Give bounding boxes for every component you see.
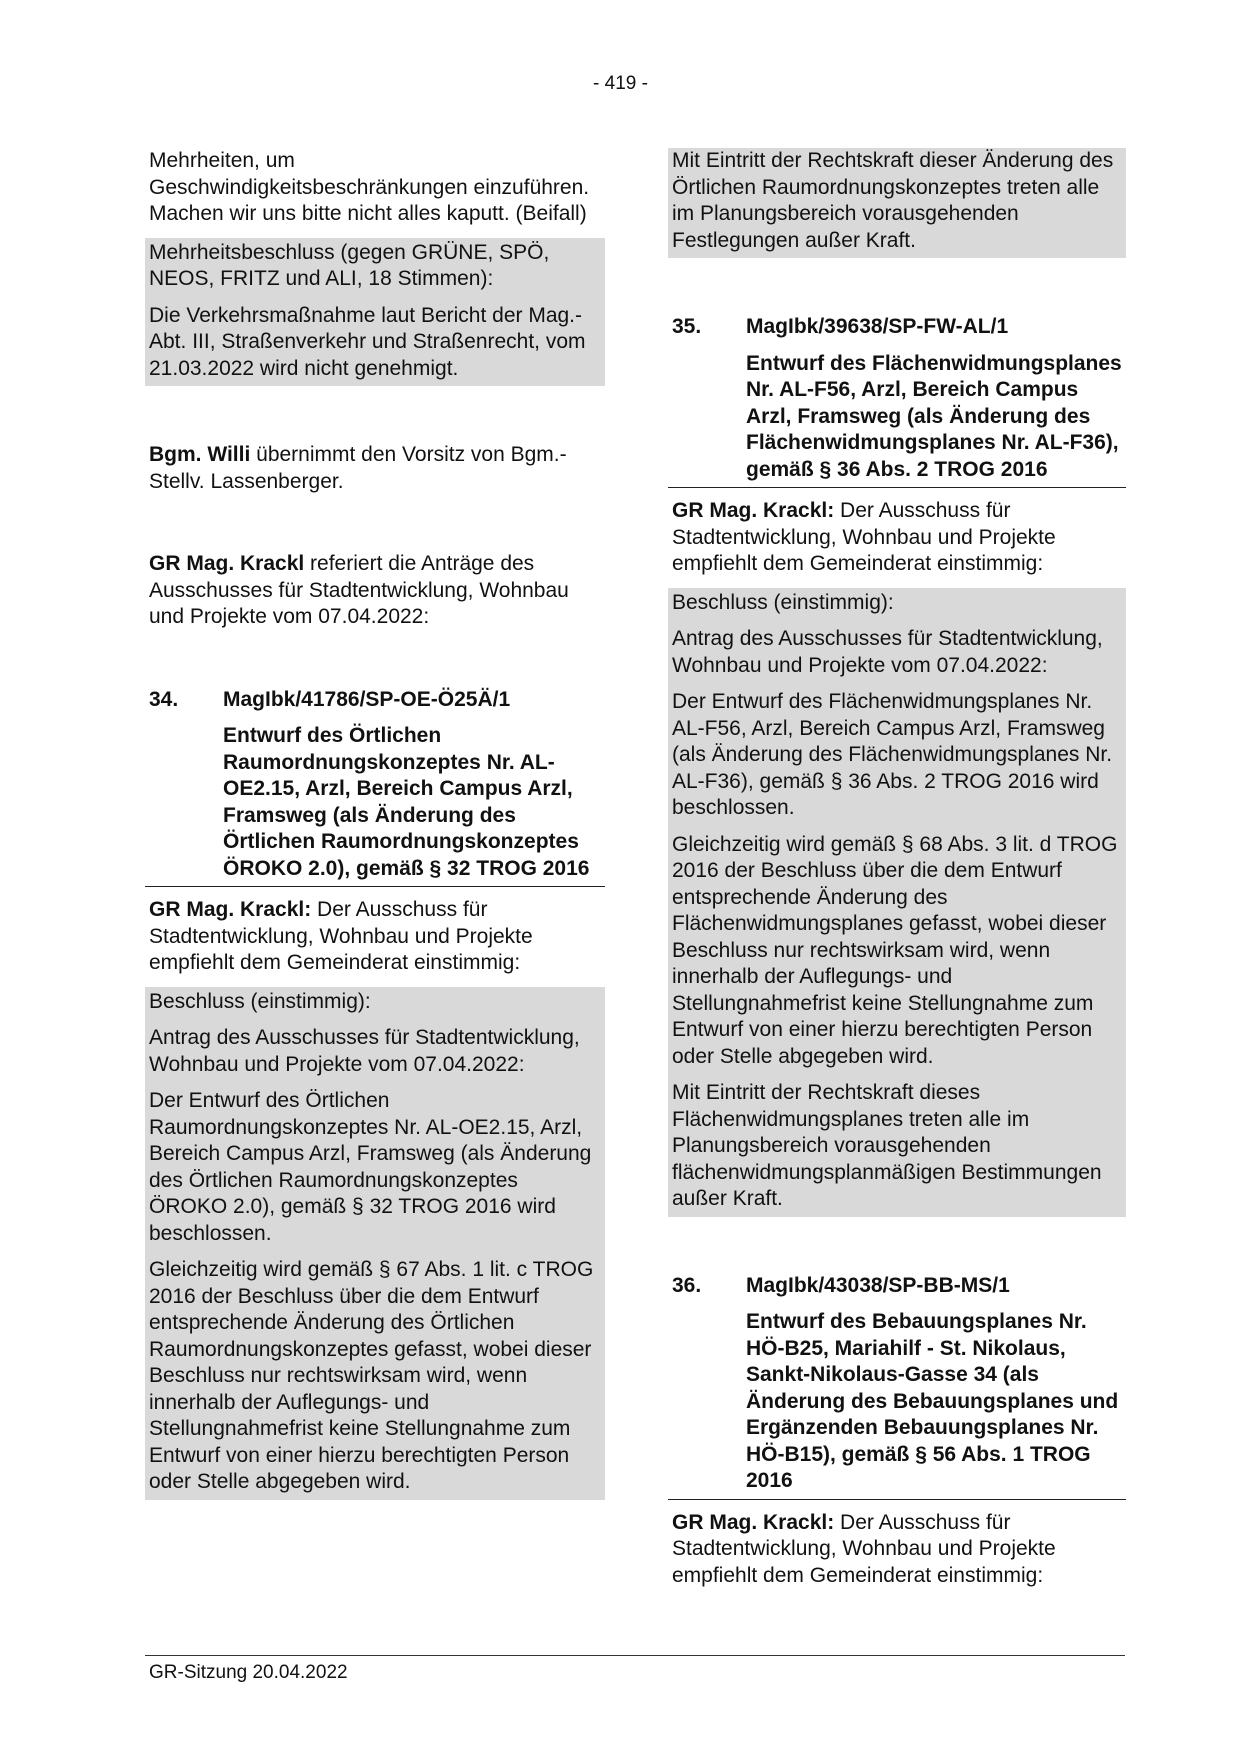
item-36-speaker-text: Der Ausschuss für Stadtentwicklung, Wohnbau und Projekte empfiehlt dem Gemeinderat einstimmig: <box>672 1510 1056 1587</box>
rapporteur-text: referiert die Anträge des Ausschusses für Stadtentwicklung, Wohnbau und Projekte vom 07.04.2022: <box>149 552 569 628</box>
item-34-decision-block <box>145 987 605 1500</box>
item-36-speaker-paragraph <box>668 1510 1126 1590</box>
item-35-effect: Mit Eintritt der Rechtskraft dieses Flächenwidmungsplanes treten alle im Planungsbereich vorausgehenden flächenwidmungsplanmäßigen Bestimmungen außer Kraft. <box>672 1081 1102 1210</box>
item-36-number: 36. <box>672 1273 702 1297</box>
item-35-simultaneous: Gleichzeitig wird gemäß § 68 Abs. 3 lit. d TROG 2016 der Beschluss über die dem Entwurf entsprechende Änderung des Flächenwidmungsplanes gefasst, wobei dieser Beschluss nur rechtswirksam wird, wenn innerhalb der Auflegungs- und Stellungnahmefrist keine Stellungnahme zum Entwurf von einer hierzu berechtigten Person oder Stelle abgegeben wird. <box>672 832 1118 1068</box>
item-34-speaker-text: Der Ausschuss für Stadtentwicklung, Wohnbau und Projekte empfiehlt dem Gemeinderat einstimmig: <box>149 898 533 974</box>
item-35-decision-text: Der Entwurf des Flächenwidmungsplanes Nr. AL-F56, Arzl, Bereich Campus Arzl, Framsweg (als Änderung des Flächenwidmungsplanes Nr. AL-F36), gemäß § 36 Abs. 2 TROG 2016 wird beschlossen. <box>672 690 1113 819</box>
resolution-block <box>145 238 605 387</box>
carryover-text: Mit Eintritt der Rechtskraft dieser Änderung des Örtlichen Raumordnungskonzeptes treten alle im Planungsbereich vorausgehenden Festlegungen außer Kraft. <box>672 149 1114 252</box>
item-35-heading <box>668 314 1126 341</box>
item-35-speaker-text: Der Ausschuss für Stadtentwicklung, Wohnbau und Projekte empfiehlt dem Gemeinderat einstimmig: <box>672 499 1056 575</box>
item-36-speaker: GR Mag. Krackl: <box>672 1510 835 1534</box>
chair-name: Bgm. Willi <box>149 443 251 466</box>
footer-text: GR-Sitzung 20.04.2022 <box>149 1662 348 1683</box>
item-35-motion: Antrag des Ausschusses für Stadtentwicklung, Wohnbau und Projekte vom 07.04.2022: <box>672 627 1103 677</box>
carryover-block <box>668 148 1126 258</box>
chair-text: übernimmt den Vorsitz von Bgm.-Stellv. Lassenberger. <box>149 443 567 493</box>
item-35-decision-label: Beschluss (einstimmig): <box>672 590 894 614</box>
right-column <box>668 148 1126 1589</box>
rapporteur-name: GR Mag. Krackl <box>149 552 305 575</box>
item-36-heading <box>668 1273 1126 1300</box>
chair-paragraph <box>145 442 605 495</box>
page-number: - 419 - <box>593 73 648 94</box>
item-34-title: Entwurf des Örtlichen Raumordnungskonzeptes Nr. AL-OE2.15, Arzl, Bereich Campus Arzl, Framsweg (als Änderung des Örtlichen Raumordnungskonzeptes ÖROKO 2.0), gemäß § 32 TROG 2016 <box>145 723 605 887</box>
item-34-ref: MagIbk/41786/SP-OE-Ö25Ä/1 <box>223 687 511 711</box>
item-34-heading <box>145 687 605 714</box>
item-34-decision-label: Beschluss (einstimmig): <box>149 989 371 1013</box>
item-36-title: Entwurf des Bebauungsplanes Nr. HÖ-B25, Mariahilf - St. Nikolaus, Sankt-Nikolaus-Gasse 34 (als Änderung des Bebauungsplanes und Ergänzenden Bebauungsplanes Nr. HÖ-B15), gemäß § 56 Abs. 1 TROG 2016 <box>668 1309 1126 1500</box>
item-34-motion: Antrag des Ausschusses für Stadtentwicklung, Wohnbau und Projekte vom 07.04.2022: <box>149 1026 580 1076</box>
item-35-title: Entwurf des Flächenwidmungsplanes Nr. AL-F56, Arzl, Bereich Campus Arzl, Framsweg (als Änderung des Flächenwidmungsplanes Nr. AL-F36), gemäß § 36 Abs. 2 TROG 2016 <box>668 351 1126 489</box>
item-35-number: 35. <box>672 315 702 338</box>
resolution-text: Die Verkehrsmaßnahme laut Bericht der Mag.-Abt. III, Straßenverkehr und Straßenrecht, vom 21.03.2022 wird nicht genehmigt. <box>149 303 586 380</box>
intro-paragraph: Mehrheiten, um Geschwindigkeitsbeschränkungen einzuführen. Machen wir uns bitte nicht alles kaputt. (Beifall) <box>149 149 590 225</box>
item-34-speaker-paragraph <box>145 897 605 977</box>
item-34-decision-text: Der Entwurf des Örtlichen Raumordnungskonzeptes Nr. AL-OE2.15, Arzl, Bereich Campus Arzl, Framsweg (als Änderung des Örtlichen Raumordnungskonzeptes ÖROKO 2.0), gemäß § 32 TROG 2016 wird beschlossen. <box>149 1089 592 1245</box>
rapporteur-paragraph <box>145 551 605 631</box>
left-column <box>145 148 605 1500</box>
item-36-ref: MagIbk/43038/SP-BB-MS/1 <box>746 1273 1010 1297</box>
item-35-ref: MagIbk/39638/SP-FW-AL/1 <box>746 315 1009 338</box>
item-35-speaker: GR Mag. Krackl: <box>672 499 835 522</box>
item-34-number: 34. <box>149 687 179 711</box>
item-34-speaker: GR Mag. Krackl: <box>149 898 312 921</box>
resolution-label: Mehrheitsbeschluss (gegen GRÜNE, SPÖ, NEOS, FRITZ und ALI, 18 Stimmen): <box>149 240 550 290</box>
footer-rule <box>145 1655 1125 1656</box>
item-34-simultaneous: Gleichzeitig wird gemäß § 67 Abs. 1 lit. c TROG 2016 der Beschluss über die dem Entwurf entsprechende Änderung des Örtlichen Raumordnungskonzeptes gefasst, wobei dieser Beschluss nur rechtswirksam wird, wenn innerhalb der Auflegungs- und Stellungnahmefrist keine Stellungnahme zum Entwurf von einer hierzu berechtigten Person oder Stelle abgegeben wird. <box>149 1258 594 1493</box>
item-35-decision-block <box>668 588 1126 1217</box>
item-35-speaker-paragraph <box>668 498 1126 578</box>
